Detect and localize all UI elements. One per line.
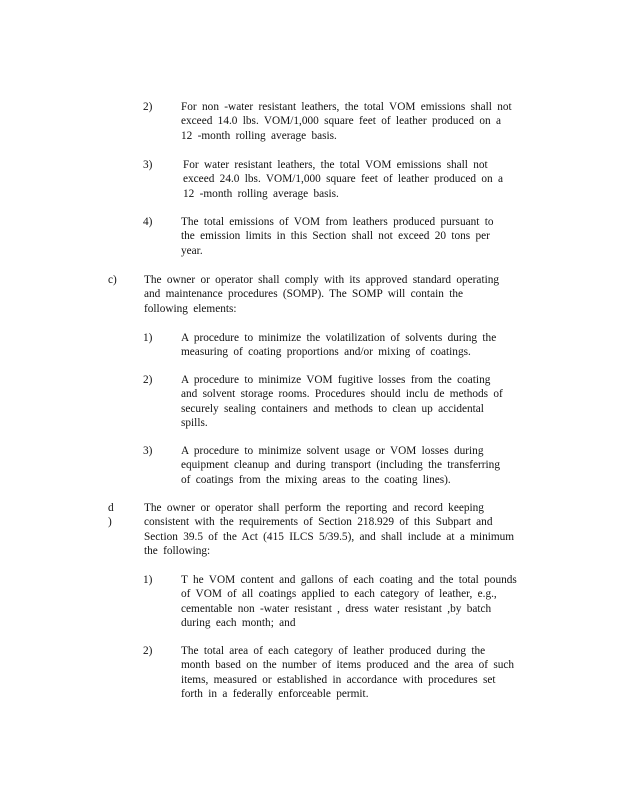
text-line: and maintenance procedures (SOMP). The SOMP will contain the bbox=[144, 288, 463, 301]
item-text bbox=[181, 373, 503, 431]
text-line: A procedure to minimize VOM fugitive losses from the coating bbox=[181, 374, 491, 386]
text-line: securely sealing containers and methods to clean up accidental bbox=[181, 402, 484, 415]
item-label: 3) bbox=[143, 159, 153, 171]
item-label: 2) bbox=[143, 374, 153, 386]
item-text bbox=[181, 444, 500, 487]
text-line: cementable non -water resistant , dress water resistant ,by batch bbox=[181, 602, 492, 615]
text-line: items, measured or established in accordance with procedures set bbox=[181, 673, 496, 686]
item-text bbox=[181, 100, 512, 143]
text-line: spills. bbox=[181, 417, 208, 430]
text-line: month based on the number of items produced and the area of such bbox=[181, 659, 515, 672]
item-label: 2) bbox=[143, 645, 153, 657]
item-text bbox=[181, 331, 496, 360]
text-line: during each month; and bbox=[181, 617, 296, 630]
text-line: The total area of each category of leather produced during the bbox=[181, 645, 486, 657]
item-text bbox=[183, 158, 503, 201]
item-label: 3) bbox=[143, 445, 153, 457]
text-line: measuring of coating proportions and/or mixing of coatings. bbox=[181, 346, 471, 359]
item-label: 1) bbox=[143, 574, 153, 586]
item-text bbox=[181, 573, 517, 631]
text-line: exceed 14.0 lbs. VOM/1,000 square feet of leather produced on a bbox=[181, 115, 501, 128]
text-line: following elements: bbox=[144, 302, 237, 315]
section-label: c) bbox=[108, 274, 117, 286]
text-line: forth in a federally enforceable permit. bbox=[181, 688, 369, 701]
text-line: A procedure to minimize the volatilization of solvents during the bbox=[181, 332, 497, 344]
text-line: For water resistant leathers, the total VOM emissions shall not bbox=[183, 159, 488, 171]
item-label: 2) bbox=[143, 101, 153, 113]
text-line: of coatings from the mixing areas to the coating lines). bbox=[181, 473, 451, 486]
text-line: consistent with the requirements of Section 218.929 of this Subpart and bbox=[144, 516, 493, 529]
text-line: The owner or operator shall comply with its approved standard operating bbox=[144, 274, 500, 286]
text-line: equipment cleanup and during transport (including the transferring bbox=[181, 459, 500, 472]
item-text bbox=[181, 215, 494, 258]
text-line: the following: bbox=[144, 545, 211, 558]
text-line: The owner or operator shall perform the reporting and record keeping bbox=[144, 502, 484, 514]
text-line: 12 -month rolling average basis. bbox=[183, 187, 339, 200]
section-text bbox=[144, 273, 499, 316]
text-line: the emission limits in this Section shall not exceed 20 tons per bbox=[181, 230, 490, 243]
text-line: exceed 24.0 lbs. VOM/1,000 square feet of leather produced on a bbox=[183, 173, 503, 186]
text-line: and solvent storage rooms. Procedures should inclu de methods of bbox=[181, 388, 503, 401]
text-line: of VOM of all coatings applied to each category of leather, e.g., bbox=[181, 588, 497, 601]
text-line: For non -water resistant leathers, the total VOM emissions shall not bbox=[181, 101, 512, 113]
text-line: year. bbox=[181, 244, 203, 257]
item-text bbox=[181, 644, 514, 702]
text-line: 12 -month rolling average basis. bbox=[181, 129, 337, 142]
section-text bbox=[144, 501, 514, 559]
text-line: The total emissions of VOM from leathers produced pursuant to bbox=[181, 216, 494, 228]
item-label: 4) bbox=[143, 216, 153, 228]
item-label: 1) bbox=[143, 332, 153, 344]
text-line: A procedure to minimize solvent usage or VOM losses during bbox=[181, 445, 484, 457]
text-line: Section 39.5 of the Act (415 ILCS 5/39.5), and shall include at a minimum bbox=[144, 530, 515, 543]
text-line: T he VOM content and gallons of each coating and the total pounds bbox=[181, 574, 517, 586]
section-label: d ) bbox=[108, 502, 114, 529]
